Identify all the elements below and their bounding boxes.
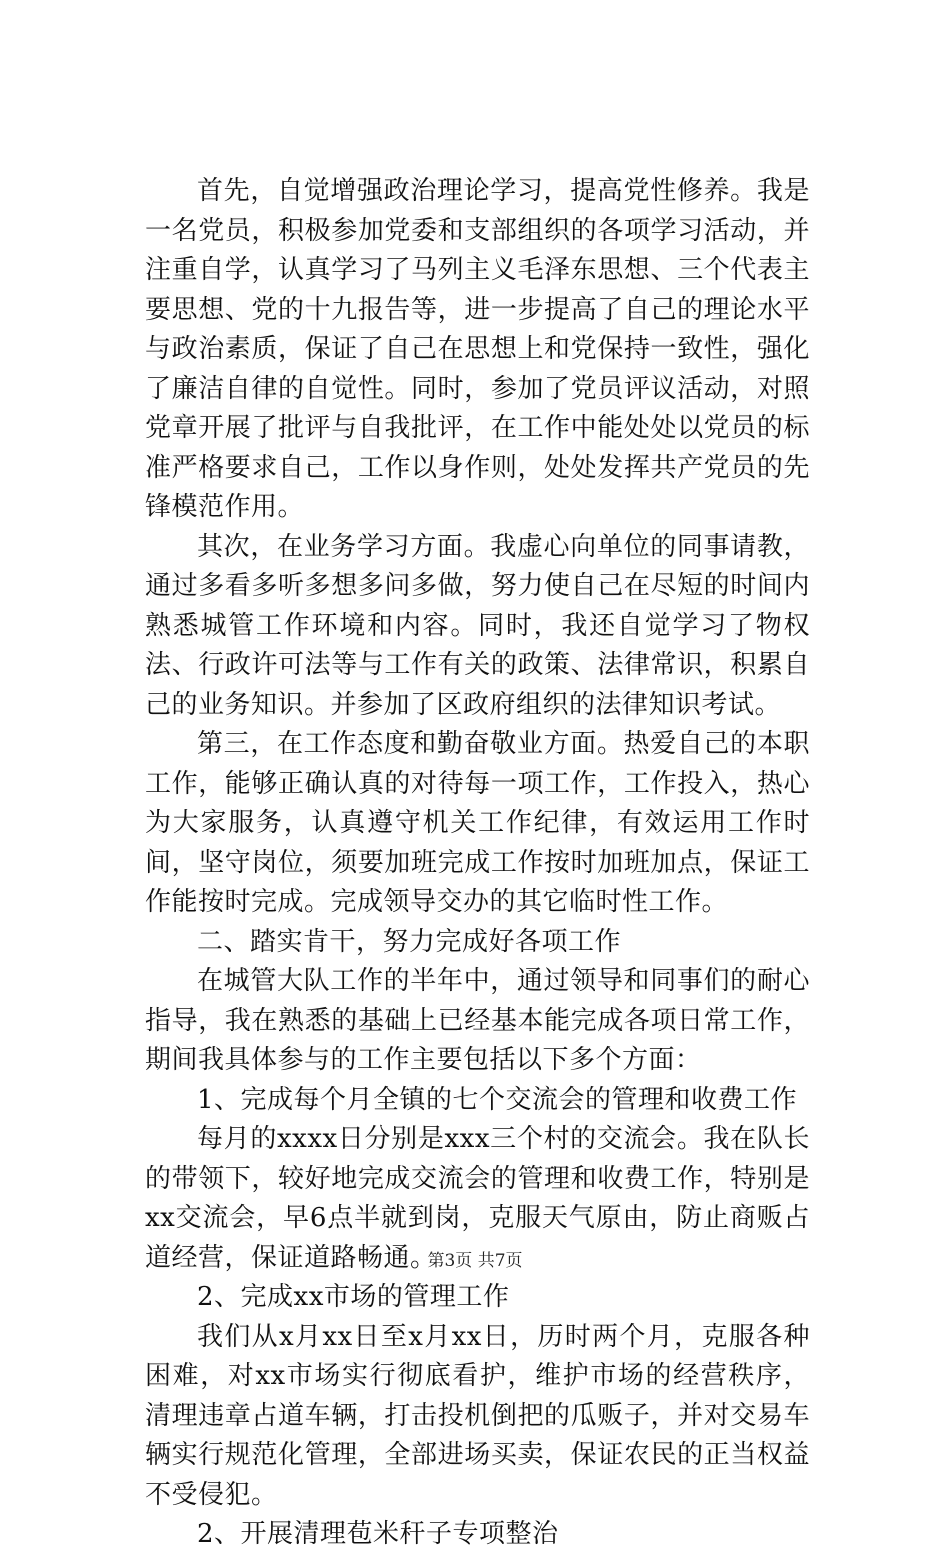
subheading-corn-stalk-cleanup: 2、开展清理苞米秆子专项整治 xyxy=(197,1519,559,1549)
subheading-market-management: 2、完成xx市场的管理工作 xyxy=(197,1282,510,1312)
subheading-exchange-meetings: 1、完成每个月全镇的七个交流会的管理和收费工作 xyxy=(197,1084,798,1115)
paragraph-work-intro: 在城管大队工作的半年中，通过领导和同事们的耐心指导，我在熟悉的基础上已经基本能完成各项日常工作，期间我具体参与的工作主要包括以下多个方面： xyxy=(145,966,810,1075)
paragraph-work-attitude: 第三，在工作态度和勤奋敬业方面。热爱自己的本职工作，能够正确认真的对待每一项工作，工作投入，热心为大家服务，认真遵守机关工作纪律，有效运用工作时间，坚守岗位，须要加班完成工作按时加班加点，保证工作能按时完成。完成领导交办的其它临时性工作。 xyxy=(145,729,810,917)
section-heading-work: 二、踏实肯干，努力完成好各项工作 xyxy=(197,926,622,957)
paragraph-market-management: 我们从x月xx日至x月xx日，历时两个月，克服各种困难，对xx市场实行彻底看护，维护市场的经营秩序，清理违章占道车辆，打击投机倒把的瓜贩子，并对交易车辆实行规范化管理，全部进场买卖，保证农民的正当权益不受侵犯。 xyxy=(145,1321,810,1510)
paragraph-political-study: 首先，自觉增强政治理论学习，提高党性修养。我是一名党员，积极参加党委和支部组织的各项学习活动，并注重自学，认真学习了马列主义毛泽东思想、三个代表主要思想、党的十九报告等，进一步提高了自己的理论水平与政治素质，保证了自己在思想上和党保持一致性，强化了廉洁自律的自觉性。同时，参加了党员评议活动，对照党章开展了批评与自我批评，在工作中能处处以党员的标准严格要求自己，工作以身作则，处处发挥共产党员的先锋模范作用。 xyxy=(145,176,810,522)
page-number: 第3页 共7页 xyxy=(427,1251,523,1271)
paragraph-business-study: 其次，在业务学习方面。我虚心向单位的同事请教，通过多看多听多想多问多做，努力使自己在尽短的时间内熟悉城管工作环境和内容。同时，我还自觉学习了物权法、行政许可法等与工作有关的政策、法律常识，积累自己的业务知识。并参加了区政府组织的法律知识考试。 xyxy=(145,531,810,720)
paragraph-exchange-meetings: 每月的xxxx日分别是xxx三个村的交流会。我在队长的带领下，较好地完成交流会的管理和收费工作，特别是xx交流会，早6点半就到岗，克服天气原由，防止商贩占道经营，保证道路畅通。 xyxy=(145,1124,810,1273)
document-body xyxy=(145,172,810,1555)
